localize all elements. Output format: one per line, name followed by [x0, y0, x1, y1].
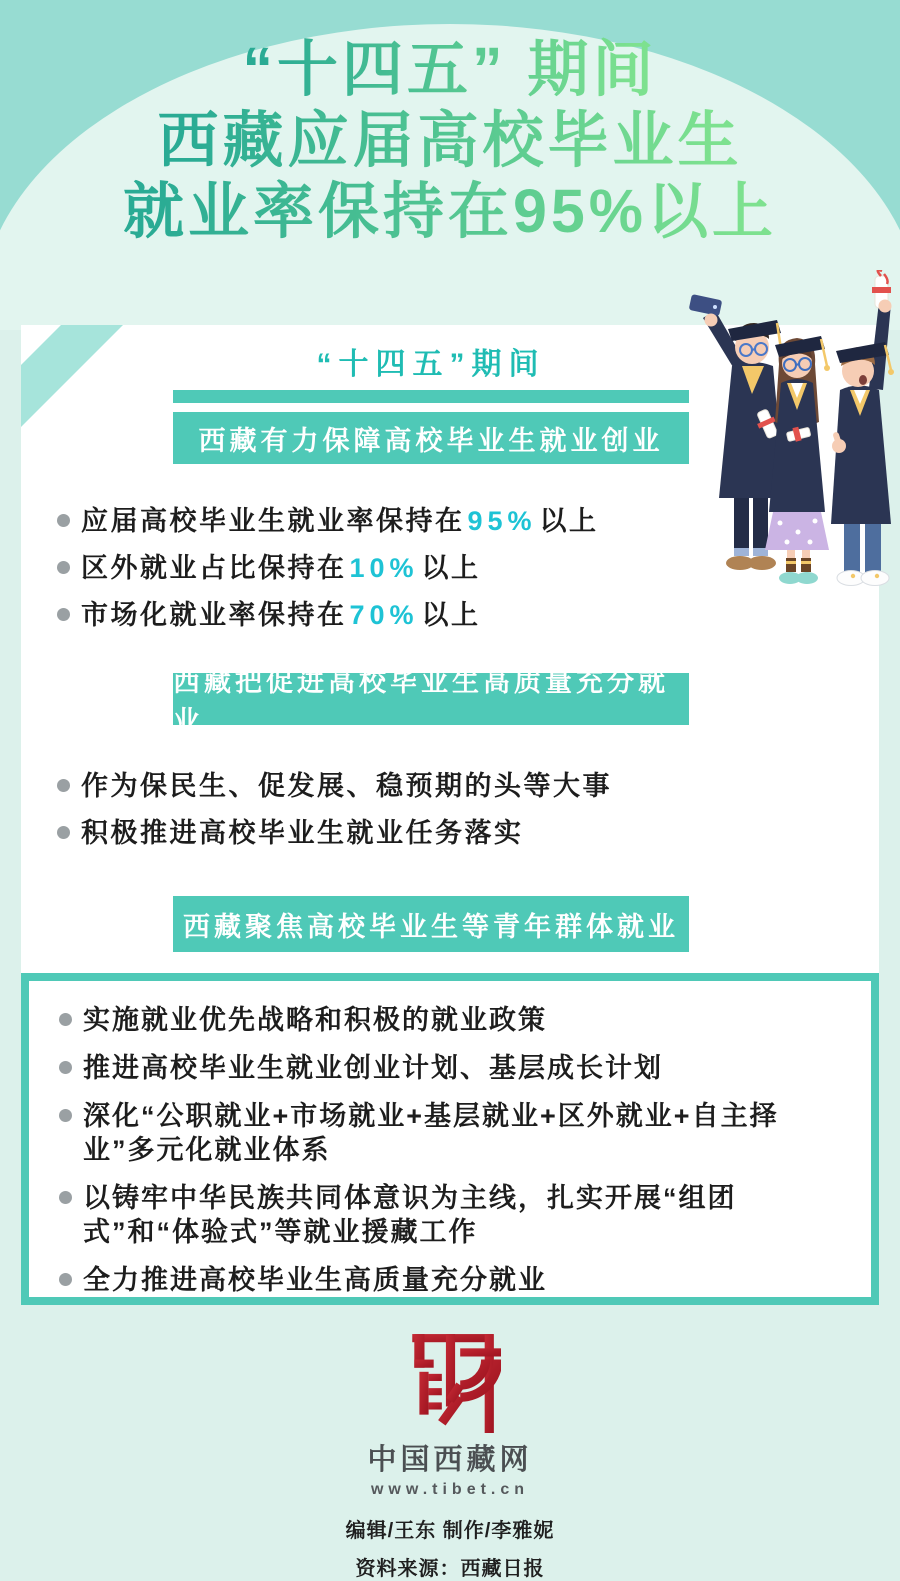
- graduate-middle: [765, 336, 830, 584]
- list-item: [57, 598, 849, 632]
- bullet-text: 推进高校毕业生就业创业计划、基层成长计划: [83, 1053, 663, 1083]
- bullet-text: 全力推进高校毕业生高质量充分就业: [83, 1265, 547, 1295]
- bullet-dot-icon: [59, 1109, 72, 1122]
- highlight-value: 70%: [349, 600, 419, 630]
- highlight-value: 10%: [349, 553, 419, 583]
- bullet-dot-icon: [57, 514, 70, 527]
- site-name: 中国西藏网: [367, 1444, 533, 1476]
- bullet-dot-icon: [57, 561, 70, 574]
- teal-divider-bar: [173, 390, 689, 403]
- bullet-text: 以铸牢中华民族共同体意识为主线，扎实开展“组团式”和“体验式”等就业援藏工作: [83, 1183, 737, 1247]
- list-item: [59, 1181, 837, 1249]
- corner-ribbon: [21, 325, 133, 437]
- bullet-text: 区外就业占比保持在 10% 以上: [81, 553, 481, 583]
- bullet-dot-icon: [59, 1061, 72, 1074]
- page-title: [0, 0, 900, 246]
- list-item: [59, 1003, 837, 1037]
- bullet-text: 应届高校毕业生就业率保持在 95% 以上: [81, 506, 599, 536]
- site-url: www.tibet.cn: [370, 1481, 530, 1498]
- graduate-right: [831, 270, 894, 585]
- list-item: [59, 1051, 837, 1085]
- bullet-dot-icon: [57, 779, 70, 792]
- list-item: [57, 769, 849, 803]
- list-item: [59, 1263, 837, 1297]
- bullet-dot-icon: [59, 1013, 72, 1026]
- footer: [0, 1330, 900, 1581]
- bullet-text: 深化“公职就业+市场就业+基层就业+区外就业+自主择业”多元化就业体系: [83, 1101, 779, 1165]
- bullet-list-2: [57, 769, 849, 850]
- tibet-network-logo-icon: [399, 1330, 501, 1434]
- bullet-dot-icon: [59, 1273, 72, 1286]
- list-item: [57, 816, 849, 850]
- bullet-dot-icon: [57, 826, 70, 839]
- page-title-line-2: 西藏应届高校毕业生: [157, 105, 743, 174]
- section-banner-1: 西藏有力保障高校毕业生就业创业: [173, 412, 689, 464]
- bullet-dot-icon: [57, 608, 70, 621]
- page-title-line-1: “十四五” 期间: [242, 35, 658, 103]
- section-banner-3: 西藏聚焦高校毕业生等青年群体就业: [173, 896, 689, 952]
- source-line: 资料来源：西藏日报: [355, 1558, 545, 1580]
- credits-line: 编辑/王东 制作/李雅妮: [345, 1520, 555, 1542]
- bullet-dot-icon: [59, 1191, 72, 1204]
- page-title-line-3: 就业率保持在95%以上: [122, 176, 778, 245]
- graduates-illustration: [688, 270, 895, 588]
- section-banner-2: 西藏把促进高校毕业生高质量充分就业: [173, 673, 689, 725]
- period-subheader: “十四五”期间: [316, 348, 546, 381]
- bullet-text: 积极推进高校毕业生就业任务落实: [81, 818, 524, 848]
- bullet-text: 实施就业优先战略和积极的就业政策: [83, 1005, 547, 1035]
- outlined-summary-box: [21, 973, 879, 1305]
- list-item: [59, 1099, 837, 1167]
- bullet-text: 作为保民生、促发展、稳预期的头等大事: [81, 771, 612, 801]
- bullet-text: 市场化就业率保持在 70% 以上: [81, 600, 481, 630]
- highlight-value: 95%: [467, 506, 537, 536]
